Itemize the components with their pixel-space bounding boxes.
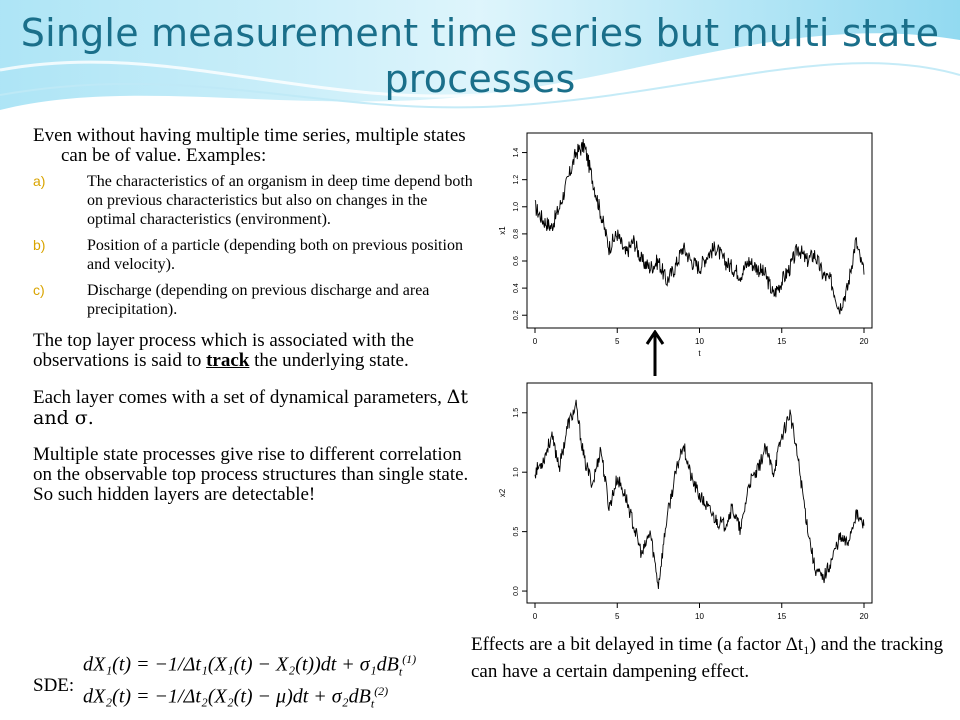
y-tick-label: 1.2 bbox=[513, 174, 520, 185]
intro-paragraph: Even without having multiple time series, multiple states can be of value. Examples: bbox=[33, 125, 466, 166]
left-text-column bbox=[33, 126, 473, 521]
x-tick-label: 10 bbox=[695, 612, 704, 621]
list-marker: a) bbox=[33, 173, 46, 189]
y-tick-label: 0.5 bbox=[513, 526, 520, 537]
sde-equation-1: $dX_1(t) = -1/\Delta t_1(X_1(t) - X_2(t))dt + \sigma_1dB_t^{(1)}$ bbox=[83, 652, 417, 679]
y-tick-label: 0.8 bbox=[513, 229, 520, 239]
x-tick-label: 20 bbox=[859, 612, 869, 621]
list-item: b) Position of a particle (depending both on previous position and velocity). bbox=[33, 237, 463, 273]
arrow-up-icon bbox=[645, 330, 665, 378]
y-tick-label: 0.4 bbox=[513, 283, 520, 293]
x-tick-label: 20 bbox=[859, 337, 869, 346]
parameter-symbols: Δt and σ. bbox=[33, 386, 468, 429]
list-marker: c) bbox=[33, 282, 45, 298]
list-item: c) Discharge (depending on previous discharge and area precipitation). bbox=[33, 282, 430, 318]
x-tick-label: 15 bbox=[777, 612, 787, 621]
slide-title: Single measurement time series but multi state processes bbox=[20, 11, 940, 101]
x-tick-label: 0 bbox=[532, 612, 538, 621]
parameters-paragraph: Each layer comes with a set of dynamical parameters, Δt and σ. bbox=[33, 386, 468, 429]
x-axis-label: t bbox=[698, 349, 701, 358]
x-tick-label: 15 bbox=[777, 337, 787, 346]
examples-list bbox=[33, 172, 473, 319]
x-tick-label: 10 bbox=[695, 337, 704, 346]
y-tick-label: 1.4 bbox=[513, 147, 520, 158]
x2-time-series-plot bbox=[472, 378, 882, 623]
figure-caption: Effects are a bit delayed in time (a factor Δt₁) and the tracking can have a certain dampening effect. bbox=[471, 634, 944, 682]
series-line bbox=[535, 400, 864, 589]
sde-label: SDE: bbox=[33, 675, 75, 696]
series-line bbox=[535, 139, 864, 314]
plot-frame bbox=[527, 133, 872, 328]
x-tick-label: 0 bbox=[532, 337, 538, 346]
x-tick-label: 5 bbox=[615, 337, 620, 346]
tracking-paragraph: The top layer process which is associated with the observations is said to track the underlying state. bbox=[33, 330, 414, 371]
y-axis-label: x2 bbox=[498, 488, 507, 498]
y-tick-label: 1.5 bbox=[513, 407, 520, 418]
sde-equation-2: $dX_2(t) = -1/\Delta t_2(X_2(t) - \mu)dt + \sigma_2dB_t^{(2)}$ bbox=[83, 684, 389, 711]
y-tick-label: 1.0 bbox=[513, 201, 520, 212]
list-marker: b) bbox=[33, 237, 46, 253]
list-item: a) The characteristics of an organism in deep time depend both on previous characteristics but also on changes in the optimal characteristics (environment). bbox=[33, 173, 473, 228]
y-tick-label: 1.0 bbox=[513, 467, 520, 478]
x1-time-series-plot bbox=[472, 125, 882, 360]
y-tick-label: 0.2 bbox=[513, 310, 520, 321]
y-axis-label: x1 bbox=[498, 226, 507, 235]
y-tick-label: 0.6 bbox=[513, 256, 520, 266]
detectability-paragraph: Multiple state processes give rise to different correlation on the observable top process structures than single state. So such hidden layers are detectable! bbox=[33, 444, 469, 505]
track-emphasis: track bbox=[206, 350, 250, 371]
x-tick-label: 5 bbox=[615, 612, 620, 621]
y-tick-label: 0.0 bbox=[513, 586, 520, 596]
